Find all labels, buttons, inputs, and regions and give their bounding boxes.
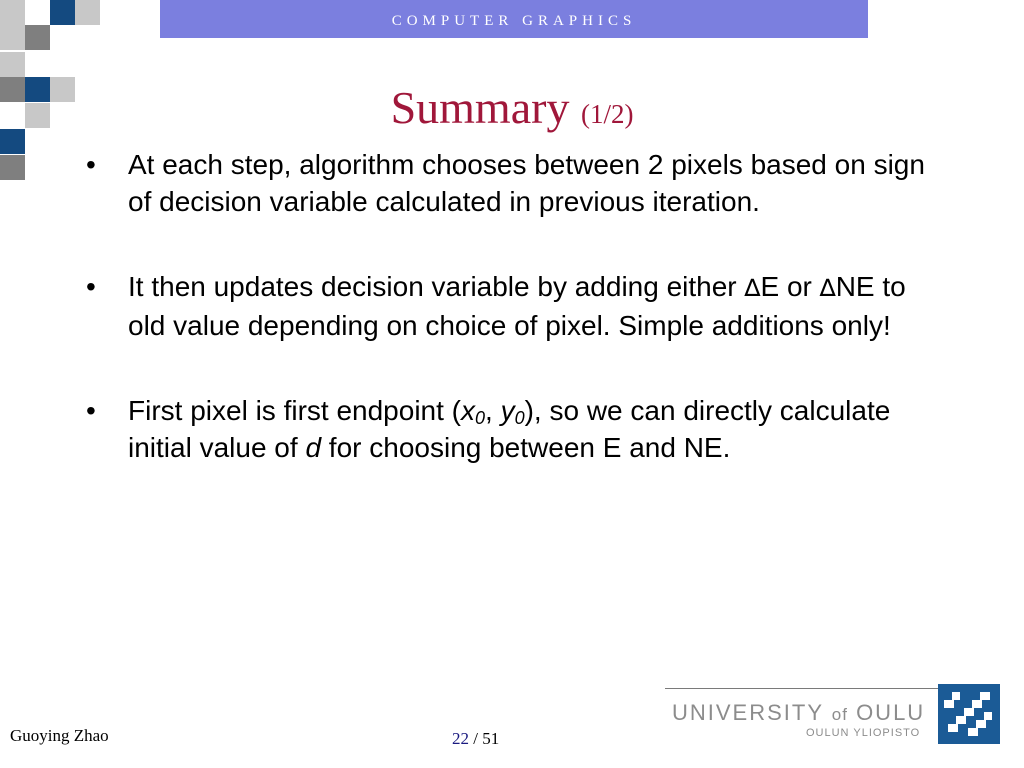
bullet-dot: • [86,149,96,180]
bullet-dot: • [86,271,96,302]
square-gray [25,25,50,50]
page-number [452,729,499,749]
title-part: (1/2) [580,99,634,129]
square-blue [50,0,75,25]
author-name: Guoying Zhao [10,726,109,745]
bullet-text-mid: ), so we can directly calculate initial value of [128,395,891,463]
var-x-subscript: 0 [475,408,486,428]
page-total: 51 [482,729,500,748]
square-light [0,0,25,25]
bullet-item [86,146,946,220]
bullet-text-comma: , [485,395,501,426]
square-light [0,25,25,50]
footer-divider [665,688,939,689]
bullet-item [86,392,946,466]
page-separator: / [469,729,483,748]
page-current: 22 [452,729,469,748]
university-city: OULU [856,700,926,725]
bullet-text-post: NE to old value depending on choice of pixel. Simple additions only! [128,271,906,341]
bullet-text-post: for choosing between E and NE. [321,432,731,463]
bullet-text: At each step, algorithm chooses between 2 pixels based on sign of decision variable calculated in previous iteration. [128,149,925,217]
title-main: Summary [390,82,570,133]
var-y-subscript: 0 [514,408,525,428]
var-x: x [461,395,475,426]
university-name [672,700,925,726]
square-light [0,52,25,77]
delta-symbol: ∆ [744,274,761,302]
slide-title [0,80,1024,142]
square-gray [0,155,25,180]
bullet-text-pre: First pixel is first endpoint ( [128,395,461,426]
var-d: d [305,432,322,463]
bullet-list [86,146,946,514]
square-light [75,0,100,25]
delta-symbol: ∆ [819,274,836,302]
bullet-text-pre: It then updates decision variable by adding either [128,271,745,302]
course-banner: COMPUTER GRAPHICS [160,0,868,38]
university-subtitle: OULUN YLIOPISTO [806,727,921,739]
bullet-text-mid: E or [760,271,820,302]
university-logo-icon [938,684,1000,744]
var-y: y [500,395,515,426]
bullet-item [86,268,946,344]
university-of: of [831,705,848,724]
university-word: UNIVERSITY [672,700,824,725]
bullet-dot: • [86,395,96,426]
